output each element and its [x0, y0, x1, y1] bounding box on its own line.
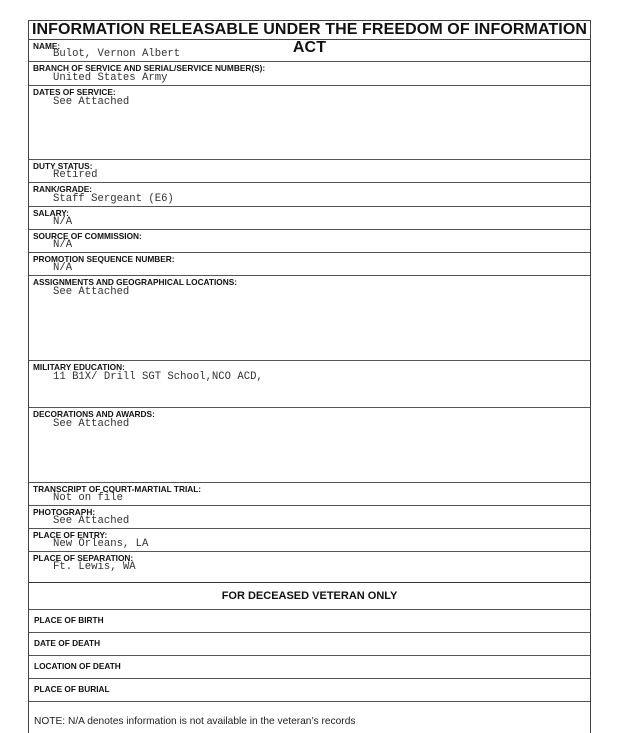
field-label: PROMOTION SEQUENCE NUMBER: [33, 254, 175, 264]
field-label: TRANSCRIPT OF COURT-MARTIAL TRIAL: [33, 484, 202, 494]
field-military-education [29, 361, 590, 408]
foia-form [28, 20, 591, 733]
deceased-label: LOCATION OF DEATH [34, 661, 121, 671]
field-value: See Attached [53, 418, 130, 430]
field-label: RANK/GRADE: [33, 184, 92, 194]
field-label: ASSIGNMENTS AND GEOGRAPHICAL LOCATIONS: [33, 277, 238, 287]
field-place-of-separation [29, 552, 590, 583]
form-note: NOTE: N/A denotes information is not available in the veteran’s records [34, 716, 356, 727]
field-duty-status [29, 160, 590, 183]
field-label: SALARY: [33, 208, 69, 218]
field-place-of-entry [29, 529, 590, 552]
field-promotion-sequence-number [29, 253, 590, 276]
field-label: PLACE OF SEPARATION: [33, 553, 134, 563]
field-branch [29, 62, 590, 86]
field-value: New Orleans, LA [53, 538, 149, 550]
field-assignments [29, 276, 590, 361]
field-source-of-commission [29, 230, 590, 253]
field-label: PHOTOGRAPH: [33, 507, 96, 517]
form-title: INFORMATION RELEASABLE UNDER THE FREEDOM OF INFORMATION ACT [29, 21, 590, 40]
field-label: DATES OF SERVICE: [33, 87, 116, 97]
field-label: MILITARY EDUCATION: [33, 362, 125, 372]
field-salary [29, 207, 590, 230]
field-value: 11 B1X/ Drill SGT School,NCO ACD, [53, 371, 263, 383]
field-value: Retired [53, 169, 98, 181]
field-label: NAME: [33, 41, 61, 51]
field-label: SOURCE OF COMMISSION: [33, 231, 142, 241]
deceased-place-of-burial [29, 679, 590, 702]
field-rank-grade [29, 183, 590, 207]
deceased-section-title: FOR DECEASED VETERAN ONLY [221, 590, 398, 602]
field-value: Ft. Lewis, WA [53, 561, 136, 573]
field-label: BRANCH OF SERVICE AND SERIAL/SERVICE NUMBER(S): [33, 63, 266, 73]
deceased-label: DATE OF DEATH [34, 638, 101, 648]
field-value: N/A [53, 262, 73, 274]
field-value: United States Army [53, 72, 168, 84]
field-label: DUTY STATUS: [33, 161, 93, 171]
field-court-martial-transcript [29, 483, 590, 506]
field-value: N/A [53, 239, 73, 251]
field-name [29, 40, 590, 62]
deceased-label: PLACE OF BURIAL [34, 684, 110, 694]
field-value: See Attached [53, 96, 130, 108]
field-value: Bulot, Vernon Albert [53, 48, 181, 60]
field-value: See Attached [53, 286, 130, 298]
deceased-label: PLACE OF BIRTH [34, 615, 104, 625]
field-value: Staff Sergeant (E6) [53, 193, 174, 205]
field-value: See Attached [53, 515, 130, 527]
field-dates-of-service [29, 86, 590, 160]
deceased-date-of-death [29, 633, 590, 656]
deceased-place-of-birth [29, 610, 590, 633]
field-photograph [29, 506, 590, 529]
field-decorations-and-awards [29, 408, 590, 483]
field-value: Not on file [53, 492, 123, 504]
deceased-section-header [29, 583, 590, 610]
deceased-location-of-death [29, 656, 590, 679]
field-label: DECORATIONS AND AWARDS: [33, 409, 155, 419]
field-value: N/A [53, 216, 73, 228]
field-label: PLACE OF ENTRY: [33, 530, 108, 540]
